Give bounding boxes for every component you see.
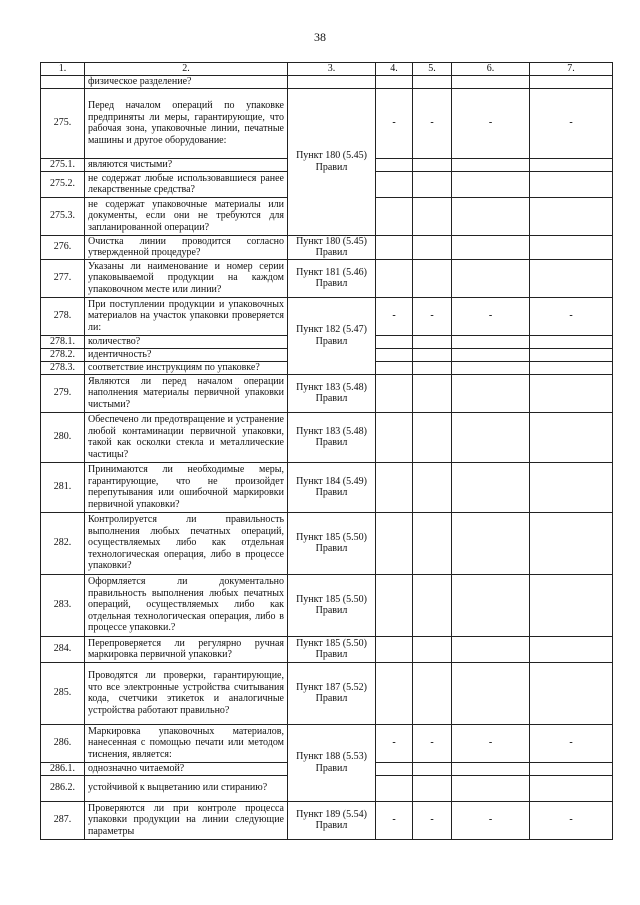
question-text: количество?: [85, 335, 288, 348]
row-number: 278.: [41, 297, 85, 335]
page-number: 38: [314, 30, 326, 44]
col-header-7: 7.: [530, 63, 613, 76]
row-number: 275.2.: [41, 171, 85, 197]
question-text: При поступлении продукции и упаковочных материалов на участок упаковки проверяется ли:: [85, 297, 288, 335]
question-text: Маркировка упаковочных материалов, нанесенная с помощью печати или методом тиснения, является:: [85, 724, 288, 762]
question-text: Перед началом операций по упаковке предприняты ли меры, гарантирующие, что рабочая зона, упаковочные линии, печатные машины и другое оборудование:: [85, 88, 288, 158]
mark-cell: -: [376, 801, 413, 839]
row-number: 282.: [41, 512, 85, 574]
question-text: Проводятся ли проверки, гарантирующие, что все электронные устройства считывания кода, счетчики этикеток и аналогичные устройства работают правильно?: [85, 662, 288, 724]
mark-cell: -: [530, 724, 613, 762]
mark-cell: -: [452, 88, 530, 158]
reference-cell: Пункт 183 (5.48) Правил: [288, 374, 376, 412]
table-row: [41, 662, 613, 724]
question-text: устойчивой к выцветанию или стиранию?: [85, 775, 288, 801]
row-number: 286.1.: [41, 762, 85, 775]
question-text: не содержат упаковочные материалы или документы, если они не требуются для запланированной операции?: [85, 197, 288, 235]
reference-cell: Пункт 182 (5.47) Правил: [288, 297, 376, 374]
row-number: 285.: [41, 662, 85, 724]
question-text: однозначно читаемой?: [85, 762, 288, 775]
table-row: [41, 235, 613, 259]
table-row: [41, 462, 613, 512]
reference-cell: Пункт 180 (5.45) Правил: [288, 88, 376, 235]
question-text: соответствие инструкциям по упаковке?: [85, 361, 288, 374]
question-text: являются чистыми?: [85, 158, 288, 171]
reference-cell: Пункт 185 (5.50) Правил: [288, 636, 376, 662]
row-number: 277.: [41, 259, 85, 297]
row-number: 286.2.: [41, 775, 85, 801]
question-text: Очистка линии проводится согласно утвержденной процедуре?: [85, 235, 288, 259]
table-row: [41, 724, 613, 762]
checklist-table: [40, 62, 613, 840]
row-number: 283.: [41, 574, 85, 636]
row-number: 278.3.: [41, 361, 85, 374]
reference-cell: Пункт 187 (5.52) Правил: [288, 662, 376, 724]
mark-cell: -: [413, 297, 452, 335]
col-header-4: 4.: [376, 63, 413, 76]
mark-cell: -: [376, 297, 413, 335]
question-text: не содержат любые использовавшиеся ранее лекарственные средства?: [85, 171, 288, 197]
row-number: 275.3.: [41, 197, 85, 235]
question-text: Оформляется ли документально правильность выполнения любых печатных операций, осуществляемых либо как отдельная технологическая операция, либо в процессе упаковки.?: [85, 574, 288, 636]
col-header-1: 1.: [41, 63, 85, 76]
row-number: 275.: [41, 88, 85, 158]
mark-cell: -: [452, 724, 530, 762]
question-text: Перепроверяется ли регулярно ручная маркировка первичной упаковки?: [85, 636, 288, 662]
mark-cell: -: [413, 88, 452, 158]
mark-cell: -: [530, 297, 613, 335]
table-row: [41, 259, 613, 297]
question-text: Принимаются ли необходимые меры, гарантирующие, что не произойдет перепутывания или ошибочной маркировки первичной упаковки?: [85, 462, 288, 512]
mark-cell: -: [452, 801, 530, 839]
row-number: 276.: [41, 235, 85, 259]
table-row: [41, 574, 613, 636]
table-row: [41, 636, 613, 662]
mark-cell: -: [376, 724, 413, 762]
header-row: [41, 63, 613, 76]
mark-cell: -: [530, 801, 613, 839]
col-header-5: 5.: [413, 63, 452, 76]
table-row: [41, 412, 613, 462]
table-row: [41, 297, 613, 335]
mark-cell: -: [376, 88, 413, 158]
row-number: 278.2.: [41, 348, 85, 361]
continuation-text: физическое разделение?: [85, 76, 288, 89]
table-row: [41, 374, 613, 412]
row-number: 279.: [41, 374, 85, 412]
row-number: 287.: [41, 801, 85, 839]
question-text: Обеспечено ли предотвращение и устранение любой контаминации первичной упаковки, такой как осколки стекла и металлические частицы?: [85, 412, 288, 462]
table-row: [41, 76, 613, 89]
row-number: 281.: [41, 462, 85, 512]
question-text: Контролируется ли правильность выполнения любых печатных операций, осуществляемых либо как отдельная технологическая операция, либо в процессе упаковки?: [85, 512, 288, 574]
table-row: [41, 801, 613, 839]
col-header-2: 2.: [85, 63, 288, 76]
reference-cell: Пункт 184 (5.49) Правил: [288, 462, 376, 512]
reference-cell: Пункт 185 (5.50) Правил: [288, 574, 376, 636]
row-number: 278.1.: [41, 335, 85, 348]
reference-cell: Пункт 185 (5.50) Правил: [288, 512, 376, 574]
reference-cell: Пункт 183 (5.48) Правил: [288, 412, 376, 462]
question-text: Являются ли перед началом операции наполнения материалы первичной упаковки чистыми?: [85, 374, 288, 412]
row-number: 286.: [41, 724, 85, 762]
reference-cell: Пункт 180 (5.45) Правил: [288, 235, 376, 259]
mark-cell: -: [413, 724, 452, 762]
mark-cell: -: [530, 88, 613, 158]
row-number: 275.1.: [41, 158, 85, 171]
question-text: идентичность?: [85, 348, 288, 361]
table-row: [41, 512, 613, 574]
col-header-3: 3.: [288, 63, 376, 76]
table-row: [41, 88, 613, 158]
row-number: 280.: [41, 412, 85, 462]
row-number: 284.: [41, 636, 85, 662]
col-header-6: 6.: [452, 63, 530, 76]
reference-cell: Пункт 181 (5.46) Правил: [288, 259, 376, 297]
question-text: Проверяются ли при контроле процесса упаковки продукции на линии следующие параметры: [85, 801, 288, 839]
reference-cell: Пункт 189 (5.54) Правил: [288, 801, 376, 839]
mark-cell: -: [452, 297, 530, 335]
mark-cell: -: [413, 801, 452, 839]
reference-cell: Пункт 188 (5.53) Правил: [288, 724, 376, 801]
question-text: Указаны ли наименование и номер серии упаковываемой продукции на каждом упаковочном месте или линии?: [85, 259, 288, 297]
